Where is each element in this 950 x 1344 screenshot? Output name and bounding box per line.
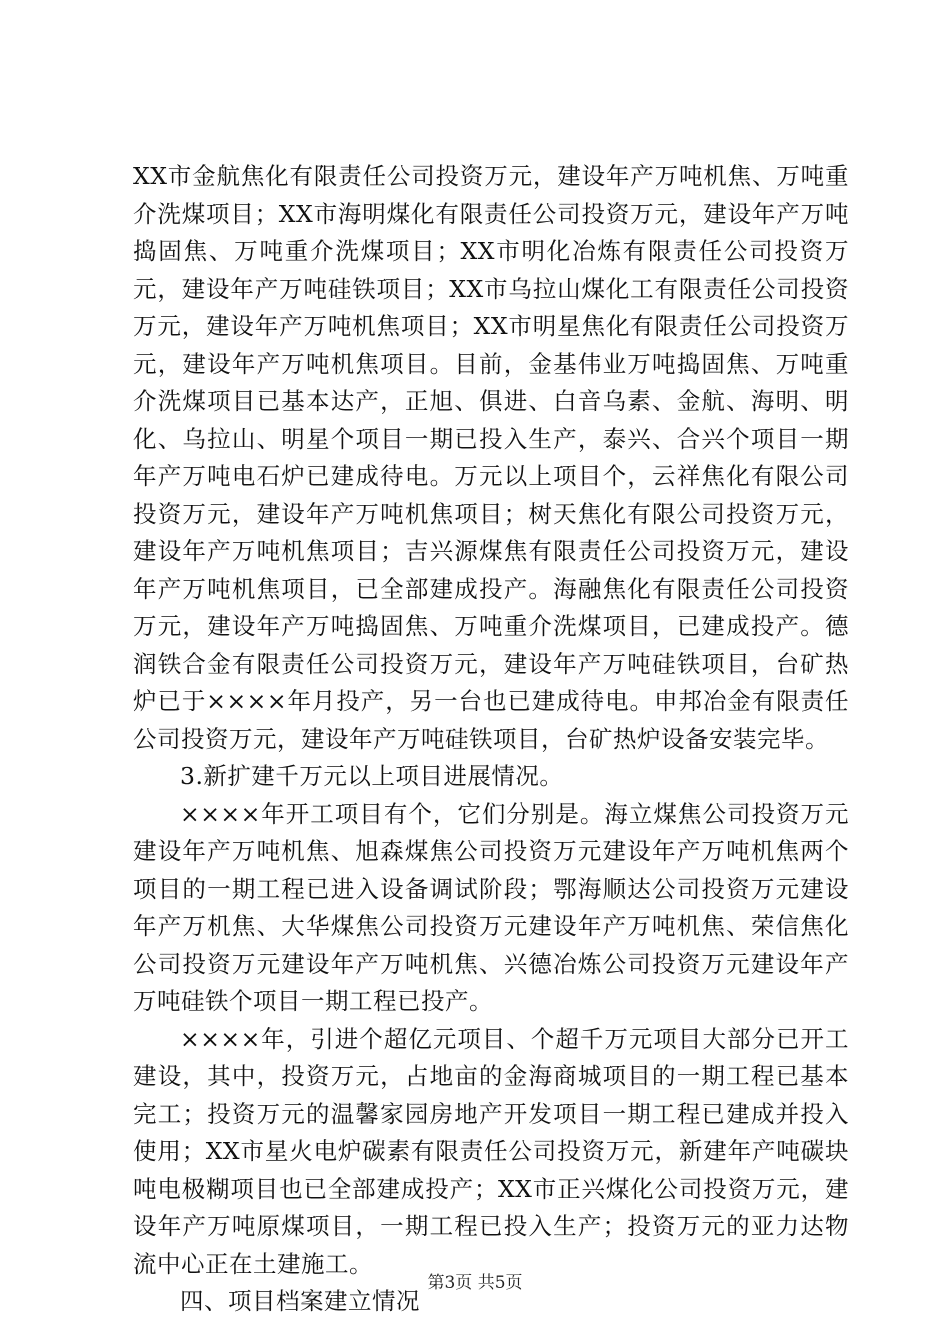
section-heading-new-projects: 3.新扩建千万元以上项目进展情况。 <box>180 762 564 790</box>
paragraph-introduced-projects: ××××年，引进个超亿元项目、个超千万元项目大部分已开工建设，其中，投资万元，占地亩的金海商城项目的一期工程已基本完工；投资万元的温馨家园房地产开发项目一期工程已建成并投入使用；XX市星火电炉碳素有限责任公司投资万元，新建年产吨碳块吨电极糊项目也已全部建成投产；XX市正兴煤化公司投资万元，建设年产万吨原煤项目，一期工程已投入生产；投资万元的亚力达物流中心正在土建施工。 <box>133 1024 849 1278</box>
section-heading-project-archives: 四、项目档案建立情况 <box>180 1287 420 1315</box>
document-body <box>133 158 849 1321</box>
paragraph-project-list: XX市金航焦化有限责任公司投资万元，建设年产万吨机焦、万吨重介洗煤项目；XX市海明煤化有限责任公司投资万元，建设年产万吨捣固焦、万吨重介洗煤项目；XX市明化冶炼有限责任公司投资万元，建设年产万吨硅铁项目；XX市乌拉山煤化工有限责任公司投资万元，建设年产万吨机焦项目；XX市明星焦化有限责任公司投资万元，建设年产万吨机焦项目。目前，金基伟业万吨捣固焦、万吨重介洗煤项目已基本达产，正旭、俱进、白音乌素、金航、海明、明化、乌拉山、明星个项目一期已投入生产，泰兴、合兴个项目一期年产万吨电石炉已建成待电。万元以上项目个，云祥焦化有限公司投资万元，建设年产万吨机焦项目；树天焦化有限公司投资万元，建设年产万吨机焦项目；吉兴源煤焦有限责任公司投资万元，建设年产万吨机焦项目，已全部建成投产。海融焦化有限责任公司投资万元，建设年产万吨捣固焦、万吨重介洗煤项目，已建成投产。德润铁合金有限责任公司投资万元，建设年产万吨硅铁项目，台矿热炉已于××××年月投产，另一台也已建成待电。申邦冶金有限责任公司投资万元，建设年产万吨硅铁项目，台矿热炉设备安装完毕。 <box>133 162 849 753</box>
page-footer: 第3页 共5页 <box>427 1273 523 1293</box>
paragraph-started-projects: ××××年开工项目有个，它们分别是。海立煤焦公司投资万元建设年产万吨机焦、旭森煤焦公司投资万元建设年产万吨机焦两个项目的一期工程已进入设备调试阶段；鄂海顺达公司投资万元建设年产万机焦、大华煤焦公司投资万元建设年产万吨机焦、荣信焦化公司投资万元建设年产万吨机焦、兴德冶炼公司投资万元建设年产万吨硅铁个项目一期工程已投产。 <box>133 799 849 1015</box>
